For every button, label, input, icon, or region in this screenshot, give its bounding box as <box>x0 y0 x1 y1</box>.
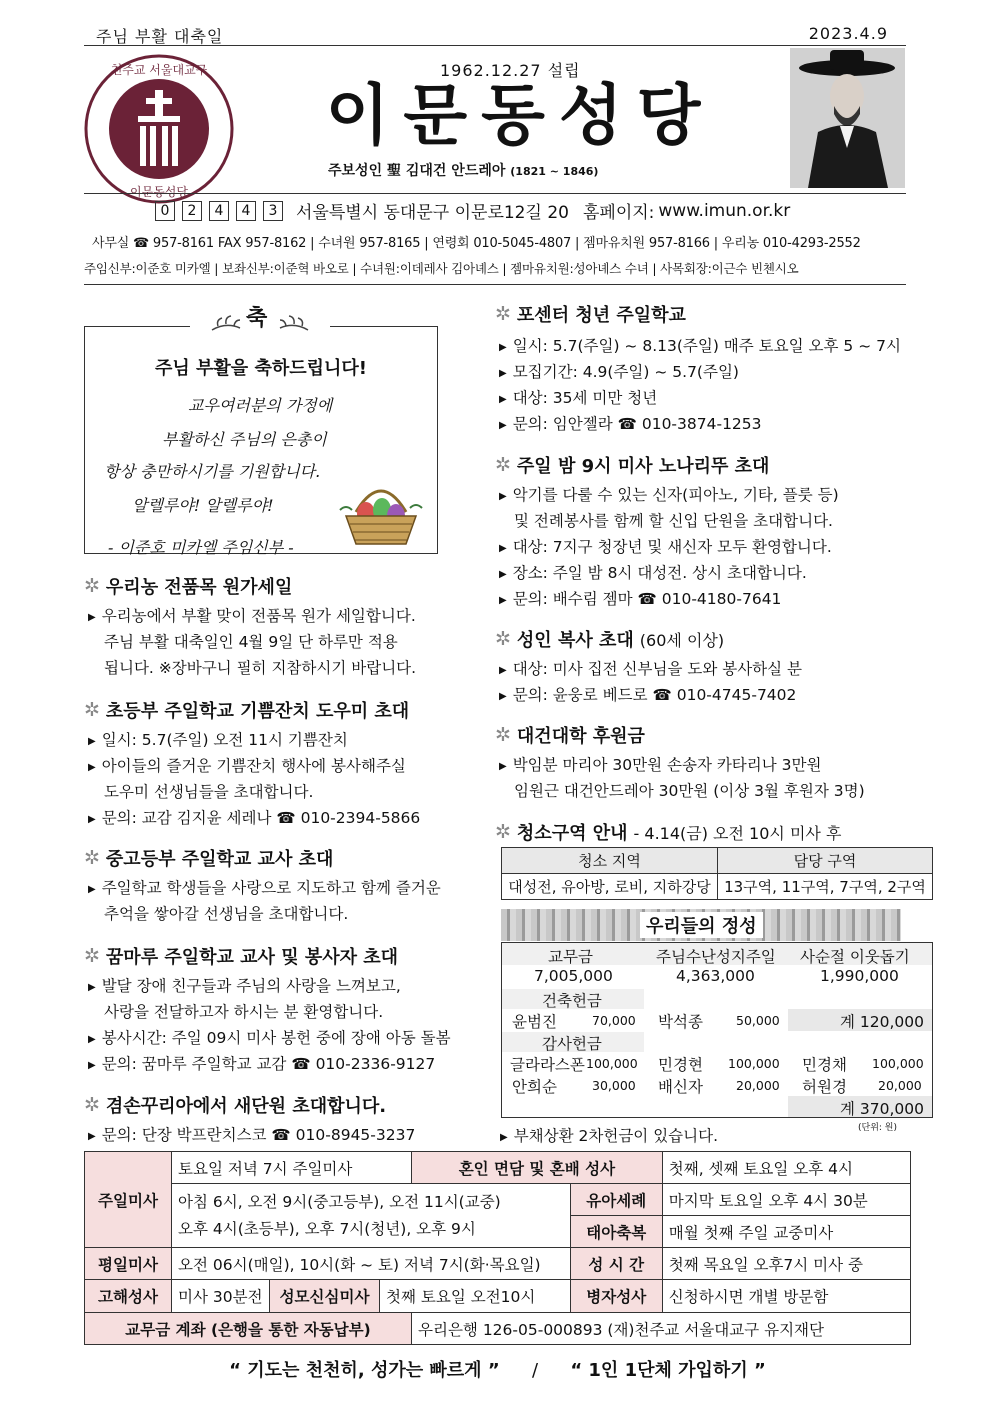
donor-amount: 100,000 <box>872 1056 924 1071</box>
bullet-icon: ▶ <box>499 394 507 405</box>
section-title-adult-server: ✲ 성인 복사 초대 (60세 이상) <box>495 628 725 651</box>
offering-note: ▶ 부채상환 2차헌금이 있습니다. <box>500 1127 719 1145</box>
table-cell: 13구역, 11구역, 7구역, 2구역 <box>718 874 933 900</box>
section-line: ▶ 주일학교 학생들을 사랑으로 지도하고 함께 즐거운 <box>88 879 441 897</box>
offering-col-header: 교무금 <box>548 948 593 966</box>
section-line: ▶ 문의: 단장 박프란치스코 ☎ 010-8945-3237 <box>88 1126 416 1144</box>
bullet-icon: ▶ <box>499 420 507 431</box>
motto-group: “ 1인 1단체 가입하기 ” <box>570 1360 766 1381</box>
patron-portrait-image <box>790 48 905 188</box>
section-title-youth: ✲ 포센터 청년 주일학교 <box>495 303 686 326</box>
weekday-mass-label: 평일미사 <box>85 1248 172 1280</box>
section-title-curia: ✲ 겸손꾸리아에서 새단원 초대합니다. <box>84 1094 387 1117</box>
confession-row <box>172 1280 571 1313</box>
section-star-icon: ✲ <box>84 1094 100 1116</box>
homepage-label: 홈페이지: <box>582 203 655 223</box>
motto-separator: / <box>531 1360 539 1381</box>
donor-name: 배신자 <box>658 1078 703 1096</box>
sunday-mass-times <box>172 1184 571 1248</box>
section-line: ▶ 장소: 주일 밤 8시 대성전. 상시 초대합니다. <box>499 564 807 582</box>
founded-date: 1962.12.27 설립 <box>440 61 581 80</box>
building-total: 계 120,000 <box>840 1013 924 1031</box>
greeting-title: 축 <box>246 306 268 331</box>
section-title-night-mass: ✲ 주일 밤 9시 미사 노나리뚜 초대 <box>495 454 770 477</box>
section-line: 사랑을 전달하고자 하시는 분 환영합니다. <box>104 1003 384 1021</box>
donor-amount: 50,000 <box>736 1013 780 1028</box>
church-name: 이문동성당 <box>325 77 715 154</box>
thanks-label: 감사헌금 <box>542 1035 602 1053</box>
bullet-icon: ▶ <box>499 368 507 379</box>
address-line <box>155 198 790 223</box>
section-line: ▶ 봉사시간: 주일 09시 미사 봉헌 중에 장애 아동 돌봄 <box>88 1029 451 1047</box>
header-divider <box>84 193 906 194</box>
offering-col-header: 주님수난성지주일 <box>656 948 776 966</box>
header-divider-2 <box>84 284 906 285</box>
bullet-icon: ▶ <box>499 543 507 554</box>
greeting-line: 알렐루야! 알렐루야! <box>132 496 274 515</box>
postal-digit: 3 <box>263 201 283 221</box>
greeting-headline: 주님 부활을 축하드립니다! <box>154 358 367 379</box>
section-line: ▶ 문의: 임안젤라 ☎ 010-3874-1253 <box>499 415 762 433</box>
bullet-icon: ▶ <box>88 814 96 825</box>
bullet-icon: ▶ <box>88 612 96 623</box>
footer-motto <box>84 1356 911 1382</box>
fetus-blessing-value: 매월 첫째 주일 교중미사 <box>662 1216 910 1248</box>
infant-baptism-value: 마지막 토요일 오후 4시 30분 <box>662 1184 910 1216</box>
logo-text-top: 천주교 서울대교구 <box>110 63 208 77</box>
section-title-kkummaru: ✲ 꿈마루 주일학교 교사 및 봉사자 초대 <box>84 945 399 968</box>
patron-name: 주보성인 聖 김대건 안드레아 <box>328 163 506 179</box>
donor-amount: 100,000 <box>586 1056 638 1071</box>
section-star-icon: ✲ <box>84 575 100 597</box>
building-label: 건축헌금 <box>542 992 602 1010</box>
section-line: ▶ 아이들의 즐거운 기쁨잔치 행사에 봉사해주실 <box>88 757 406 775</box>
donor-name: 민경현 <box>658 1056 703 1074</box>
bullet-icon: ▶ <box>499 665 507 676</box>
bullet-icon: ▶ <box>500 1132 508 1143</box>
thanks-total: 계 370,000 <box>840 1100 924 1118</box>
donor-name: 글라라스폰 <box>510 1056 585 1074</box>
donor-amount: 100,000 <box>728 1056 780 1071</box>
section-star-icon: ✲ <box>495 303 511 325</box>
section-line: ▶ 우리농에서 부활 맞이 전품목 원가 세일합니다. <box>88 607 416 625</box>
section-line: ▶ 대상: 35세 미만 청년 <box>499 389 658 407</box>
patron-saint <box>328 160 598 180</box>
bullet-icon: ▶ <box>88 884 96 895</box>
table-header: 담당 구역 <box>718 848 933 874</box>
account-value: 우리은행 126-05-000893 (재)천주교 서울대교구 유지재단 <box>412 1313 911 1345</box>
occasion-label: 주님 부활 대축일 <box>96 27 224 46</box>
mass-schedule-table <box>84 1151 911 1345</box>
bullet-icon: ▶ <box>88 736 96 747</box>
section-line: ▶ 대상: 7지구 청장년 및 새신자 모두 환영합니다. <box>499 538 832 556</box>
bullet-icon: ▶ <box>499 491 507 502</box>
bullet-icon: ▶ <box>88 1060 96 1071</box>
section-title-daegeon-univ: ✲ 대건대학 후원금 <box>495 724 645 747</box>
postal-digit: 4 <box>209 201 229 221</box>
section-line: 됩니다. ※장바구니 필히 지참하시기 바랍니다. <box>104 659 417 677</box>
bullet-icon: ▶ <box>88 762 96 773</box>
donor-name: 허원경 <box>802 1078 847 1096</box>
section-line: ▶ 일시: 5.7(주일) ~ 8.13(주일) 매주 토요일 오후 5 ~ 7시 <box>499 337 901 355</box>
marian-mass-value: 첫째 토요일 오전10시 <box>386 1288 536 1306</box>
section-star-icon: ✲ <box>84 945 100 967</box>
bullet-icon: ▶ <box>88 982 96 993</box>
contact-numbers: 사무실 ☎ 957-8161 FAX 957-8162 | 수녀원 957-8165 | 연령회 010-5045-4807 | 젬마유치원 957-8166 | 우리농 010-4293-2552 <box>92 236 861 251</box>
bullet-icon: ▶ <box>499 691 507 702</box>
marriage-label: 혼인 면담 및 혼배 성사 <box>412 1152 663 1184</box>
section-line: 주님 부활 대축일인 4월 9일 단 하루만 적용 <box>104 633 398 651</box>
greeting-line: 항상 충만하시기를 기원합니다. <box>104 462 321 481</box>
motto-prayer: “ 기도는 천천히, 성가는 빠르게 ” <box>229 1360 500 1381</box>
offering-box <box>501 942 933 1118</box>
section-line: 추억을 쌓아갈 선생님을 초대합니다. <box>104 905 349 923</box>
section-star-icon: ✲ <box>495 724 511 746</box>
confession-label: 고해성사 <box>85 1280 172 1313</box>
section-title-middle-high: ✲ 중고등부 주일학교 교사 초대 <box>84 847 334 870</box>
homepage-link[interactable]: www.imun.or.kr <box>658 200 791 221</box>
section-star-icon: ✲ <box>84 699 100 721</box>
greeting-line: 부활하신 주님의 은총이 <box>162 430 327 449</box>
greeting-signature: - 이준호 미카엘 주임신부 - <box>108 538 294 557</box>
issue-date: 2023.4.9 <box>808 24 888 43</box>
patron-years: (1821 ~ 1846) <box>510 165 599 178</box>
section-line: 임원근 대건안드레아 30만원 (이상 3월 후원자 3명) <box>514 782 865 800</box>
fetus-blessing-label: 태아축복 <box>570 1216 662 1248</box>
table-header: 청소 지역 <box>502 848 718 874</box>
section-star-icon: ✲ <box>495 628 511 650</box>
section-title-wurinong: ✲ 우리농 전품목 원가세일 <box>84 575 293 598</box>
weekday-mass-value: 오전 06시(매일), 10시(화 ~ 토) 저녁 7시(화·목요일) <box>172 1248 571 1280</box>
postal-digit: 0 <box>155 201 175 221</box>
sunday-mass-times-1: 아침 6시, 오전 9시(중고등부), 오전 11시(교중) <box>178 1192 501 1211</box>
section-line: ▶ 문의: 배수림 젬마 ☎ 010-4180-7641 <box>499 590 782 608</box>
table-cell: 대성전, 유아방, 로비, 지하강당 <box>502 874 718 900</box>
staff-list: 주임신부:이준호 미카엘 | 보좌신부:이준혁 바오로 | 수녀원:이데레사 김아녜스 | 젬마유치원:성아녜스 수녀 | 사목회장:이근수 빈첸시오 <box>84 261 799 276</box>
anointing-sick-value: 신청하시면 개별 방문함 <box>662 1280 910 1313</box>
unit-label: (단위: 원) <box>858 1123 897 1133</box>
easter-egg-basket-image <box>336 470 426 550</box>
donor-name: 박석종 <box>658 1013 703 1031</box>
offering-col-value: 1,990,000 <box>820 967 899 985</box>
section-line: ▶ 일시: 5.7(주일) 오전 11시 기쁨잔치 <box>88 731 348 749</box>
donor-amount: 20,000 <box>736 1078 780 1093</box>
section-line: 및 전례봉사를 함께 할 신입 단원을 초대합니다. <box>514 512 833 530</box>
offering-col-value: 7,005,000 <box>534 967 613 985</box>
bullet-icon: ▶ <box>499 569 507 580</box>
section-line: ▶ 대상: 미사 집전 신부님을 도와 봉사하실 분 <box>499 660 803 678</box>
section-star-icon: ✲ <box>495 821 511 843</box>
section-star-icon: ✲ <box>495 454 511 476</box>
sunday-saturday-mass: 토요일 저녁 7시 주일미사 <box>172 1152 412 1184</box>
church-logo <box>84 54 234 204</box>
section-line: 도우미 선생님들을 초대합니다. <box>104 783 314 801</box>
bullet-icon: ▶ <box>499 595 507 606</box>
donor-name: 윤범진 <box>512 1013 557 1031</box>
section-line: ▶ 모집기간: 4.9(주일) ~ 5.7(주일) <box>499 363 739 381</box>
address: 서울특별시 동대문구 이문로12길 20 <box>296 203 569 223</box>
section-line: ▶ 문의: 교감 김지윤 세레나 ☎ 010-2394-5866 <box>88 809 421 827</box>
donor-amount: 70,000 <box>592 1013 636 1028</box>
offering-col-header: 사순절 이웃돕기 <box>800 948 910 966</box>
donor-name: 민경채 <box>802 1056 847 1074</box>
account-label: 교무금 계좌 (은행을 통한 자동납부) <box>85 1313 412 1345</box>
sunday-mass-times-2: 오후 4시(초등부), 오후 7시(청년), 오후 9시 <box>178 1219 476 1238</box>
postal-digit: 2 <box>182 201 202 221</box>
logo-text-bottom: 이문동성당 <box>130 185 188 199</box>
marian-mass-label: 성모신심미사 <box>270 1280 380 1312</box>
section-star-icon: ✲ <box>84 847 100 869</box>
bullet-icon: ▶ <box>88 1131 96 1142</box>
donor-amount: 20,000 <box>878 1078 922 1093</box>
top-bar <box>84 22 906 46</box>
offering-col-value: 4,363,000 <box>676 967 755 985</box>
section-line: ▶ 악기를 다룰 수 있는 신자(피아노, 기타, 플룻 등) <box>499 486 839 504</box>
section-line: ▶ 문의: 꿈마루 주일학교 교감 ☎ 010-2336-9127 <box>88 1055 436 1073</box>
holy-hour-value: 첫째 목요일 오후7시 미사 중 <box>662 1248 910 1280</box>
section-line: ▶ 발달 장애 친구들과 주님의 사랑을 느껴보고, <box>88 977 401 995</box>
confession-value: 미사 30분전 <box>172 1280 270 1312</box>
bullet-icon: ▶ <box>499 761 507 772</box>
section-title-cleaning: ✲ 청소구역 안내 - 4.14(금) 오전 10시 미사 후 <box>495 821 842 844</box>
greeting-line: 교우여러분의 가정에 <box>188 396 333 415</box>
bullet-icon: ▶ <box>88 1034 96 1045</box>
holy-hour-label: 성 시 간 <box>570 1248 662 1280</box>
donor-name: 안희순 <box>512 1078 557 1096</box>
offering-banner-title: 우리들의 정성 <box>640 912 763 938</box>
infant-baptism-label: 유아세례 <box>570 1184 662 1216</box>
section-line: ▶ 문의: 윤웅로 베드로 ☎ 010-4745-7402 <box>499 686 797 704</box>
anointing-sick-label: 병자성사 <box>570 1280 662 1313</box>
marriage-value: 첫째, 셋째 토요일 오후 4시 <box>662 1152 910 1184</box>
section-title-elementary: ✲ 초등부 주일학교 기쁨잔치 도우미 초대 <box>84 699 410 722</box>
section-line: ▶ 박임분 마리아 30만원 손송자 카타리나 3만원 <box>499 756 822 774</box>
bullet-icon: ▶ <box>499 342 507 353</box>
postal-digit: 4 <box>236 201 256 221</box>
cleaning-table <box>501 847 933 900</box>
sunday-mass-label: 주일미사 <box>85 1152 172 1248</box>
donor-amount: 30,000 <box>592 1078 636 1093</box>
